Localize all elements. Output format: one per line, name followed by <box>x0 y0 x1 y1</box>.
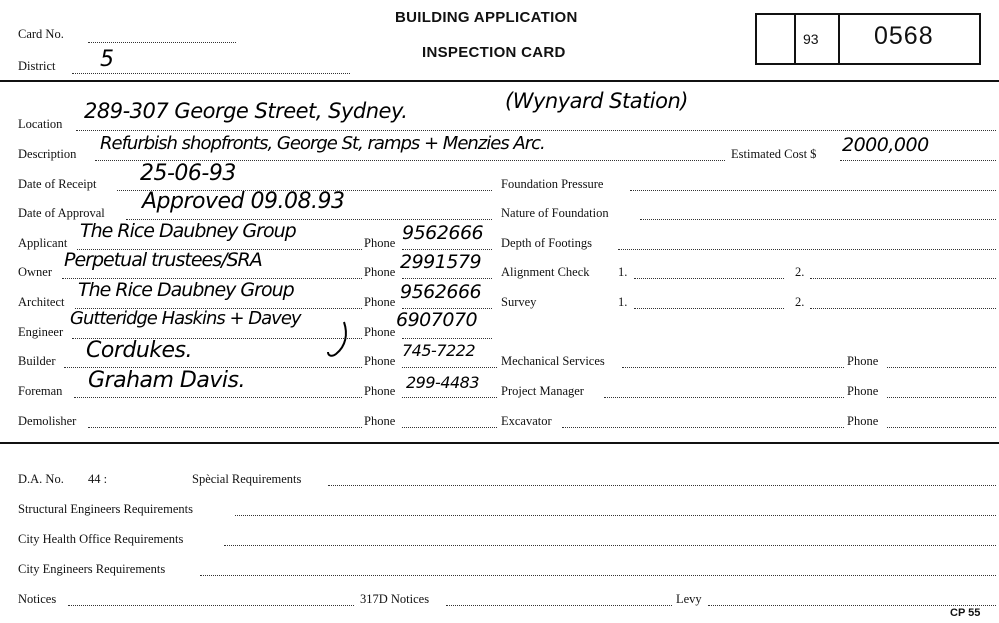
project-manager-phone-label: Phone <box>847 384 879 398</box>
city-engineers-requirements-line <box>200 575 996 576</box>
city-engineers-requirements-label: City Engineers Requirements <box>18 562 166 576</box>
date-approval-label: Date of Approval <box>18 206 105 220</box>
builder-phone-value: 745-7222 <box>402 341 476 360</box>
owner-phone-label: Phone <box>364 265 396 279</box>
card-number-box <box>755 13 981 65</box>
handwritten-bracket-mark <box>314 320 354 360</box>
survey-line-2 <box>810 308 996 309</box>
estimated-cost-value: 2000,000 <box>842 134 929 156</box>
notices-line <box>68 605 354 606</box>
applicant-phone-value: 9562666 <box>402 222 484 244</box>
applicant-phone-label: Phone <box>364 236 396 250</box>
foundation-pressure-line <box>630 190 996 191</box>
location-label: Location <box>18 117 63 131</box>
foreman-label: Foreman <box>18 384 63 398</box>
nature-foundation-line <box>640 219 996 220</box>
owner-phone-value: 2991579 <box>400 251 482 273</box>
da-no-value: 44 : <box>88 472 108 486</box>
alignment-check-label: Alignment Check <box>501 265 590 279</box>
applicant-label: Applicant <box>18 236 68 250</box>
special-requirements-label: Spècial Requirements <box>192 472 302 486</box>
card-no-line <box>88 42 236 43</box>
structural-requirements-label: Structural Engineers Requirements <box>18 502 193 516</box>
levy-line <box>708 605 996 606</box>
da-no-label: D.A. No. <box>18 472 64 486</box>
foreman-phone-value: 299-4483 <box>406 373 480 392</box>
survey-label: Survey <box>501 295 537 309</box>
mechanical-services-line <box>622 367 844 368</box>
engineer-phone-line <box>402 338 492 339</box>
special-requirements-line <box>328 485 996 486</box>
architect-phone-label: Phone <box>364 295 396 309</box>
date-receipt-label: Date of Receipt <box>18 177 97 191</box>
builder-value: Cordukes. <box>86 338 193 363</box>
foreman-phone-label: Phone <box>364 384 396 398</box>
architect-value: The Rice Daubney Group <box>78 279 294 301</box>
mechanical-phone-label: Phone <box>847 354 879 368</box>
alignment-item-1: 1. <box>618 265 628 279</box>
excavator-phone-label: Phone <box>847 414 879 428</box>
box-divider-1 <box>794 13 796 63</box>
notices-317d-label: 317D Notices <box>360 592 430 606</box>
mechanical-phone-line <box>887 367 996 368</box>
project-manager-line <box>604 397 844 398</box>
description-label: Description <box>18 147 77 161</box>
foreman-line <box>74 397 362 398</box>
owner-phone-line <box>402 278 492 279</box>
excavator-line <box>562 427 844 428</box>
title-line-1: BUILDING APPLICATION <box>395 9 578 26</box>
estimated-cost-label: Estimated Cost $ <box>731 147 817 161</box>
date-approval-value: Approved 09.08.93 <box>142 189 345 214</box>
engineer-phone-label: Phone <box>364 325 396 339</box>
project-manager-phone-line <box>887 397 996 398</box>
applicant-value: The Rice Daubney Group <box>80 220 296 242</box>
district-line <box>72 73 350 74</box>
architect-phone-value: 9562666 <box>400 281 482 303</box>
excavator-label: Excavator <box>501 414 552 428</box>
applicant-phone-line <box>402 249 492 250</box>
alignment-line-1 <box>634 278 784 279</box>
builder-phone-line <box>402 367 497 368</box>
engineer-label: Engineer <box>18 325 64 339</box>
foreman-phone-line <box>402 397 497 398</box>
health-requirements-line <box>224 545 996 546</box>
alignment-item-2: 2. <box>795 265 805 279</box>
date-receipt-value: 25-06-93 <box>140 161 236 186</box>
architect-label: Architect <box>18 295 65 309</box>
location-value: 289-307 George Street, Sydney. <box>84 99 408 123</box>
box-number: 0568 <box>874 22 934 50</box>
survey-item-2: 2. <box>795 295 805 309</box>
project-manager-label: Project Manager <box>501 384 584 398</box>
levy-label: Levy <box>676 592 702 606</box>
divider-bottom <box>0 442 999 444</box>
demolisher-line <box>88 427 362 428</box>
mechanical-services-label: Mechanical Services <box>501 354 605 368</box>
notices-317d-line <box>446 605 672 606</box>
depth-footings-label: Depth of Footings <box>501 236 592 250</box>
alignment-line-2 <box>810 278 996 279</box>
demolisher-phone-line <box>402 427 497 428</box>
engineer-phone-value: 6907070 <box>396 309 478 331</box>
owner-value: Perpetual trustees/SRA <box>64 249 262 271</box>
excavator-phone-line <box>887 427 996 428</box>
district-label: District <box>18 59 56 73</box>
depth-footings-line <box>618 249 996 250</box>
district-value: 5 <box>100 47 114 72</box>
box-divider-2 <box>838 13 840 63</box>
divider-top <box>0 80 999 82</box>
builder-label: Builder <box>18 354 56 368</box>
owner-label: Owner <box>18 265 53 279</box>
notices-label: Notices <box>18 592 57 606</box>
form-code: CP 55 <box>950 607 981 619</box>
foundation-pressure-label: Foundation Pressure <box>501 177 604 191</box>
structural-requirements-line <box>235 515 996 516</box>
survey-line-1 <box>634 308 784 309</box>
location-line <box>76 130 996 131</box>
health-requirements-label: City Health Office Requirements <box>18 532 184 546</box>
description-value: Refurbish shopfronts, George St, ramps + Menzies Arc. <box>100 133 545 154</box>
builder-phone-label: Phone <box>364 354 396 368</box>
demolisher-phone-label: Phone <box>364 414 396 428</box>
nature-foundation-label: Nature of Foundation <box>501 206 609 220</box>
foreman-value: Graham Davis. <box>88 368 245 393</box>
survey-item-1: 1. <box>618 295 628 309</box>
location-note: (Wynyard Station) <box>505 89 688 113</box>
title-line-2: INSPECTION CARD <box>422 44 566 61</box>
card-no-label: Card No. <box>18 27 64 41</box>
engineer-value: Gutteridge Haskins + Davey <box>70 308 301 329</box>
estimated-cost-line <box>840 160 996 161</box>
box-year: 93 <box>803 31 819 47</box>
demolisher-label: Demolisher <box>18 414 77 428</box>
